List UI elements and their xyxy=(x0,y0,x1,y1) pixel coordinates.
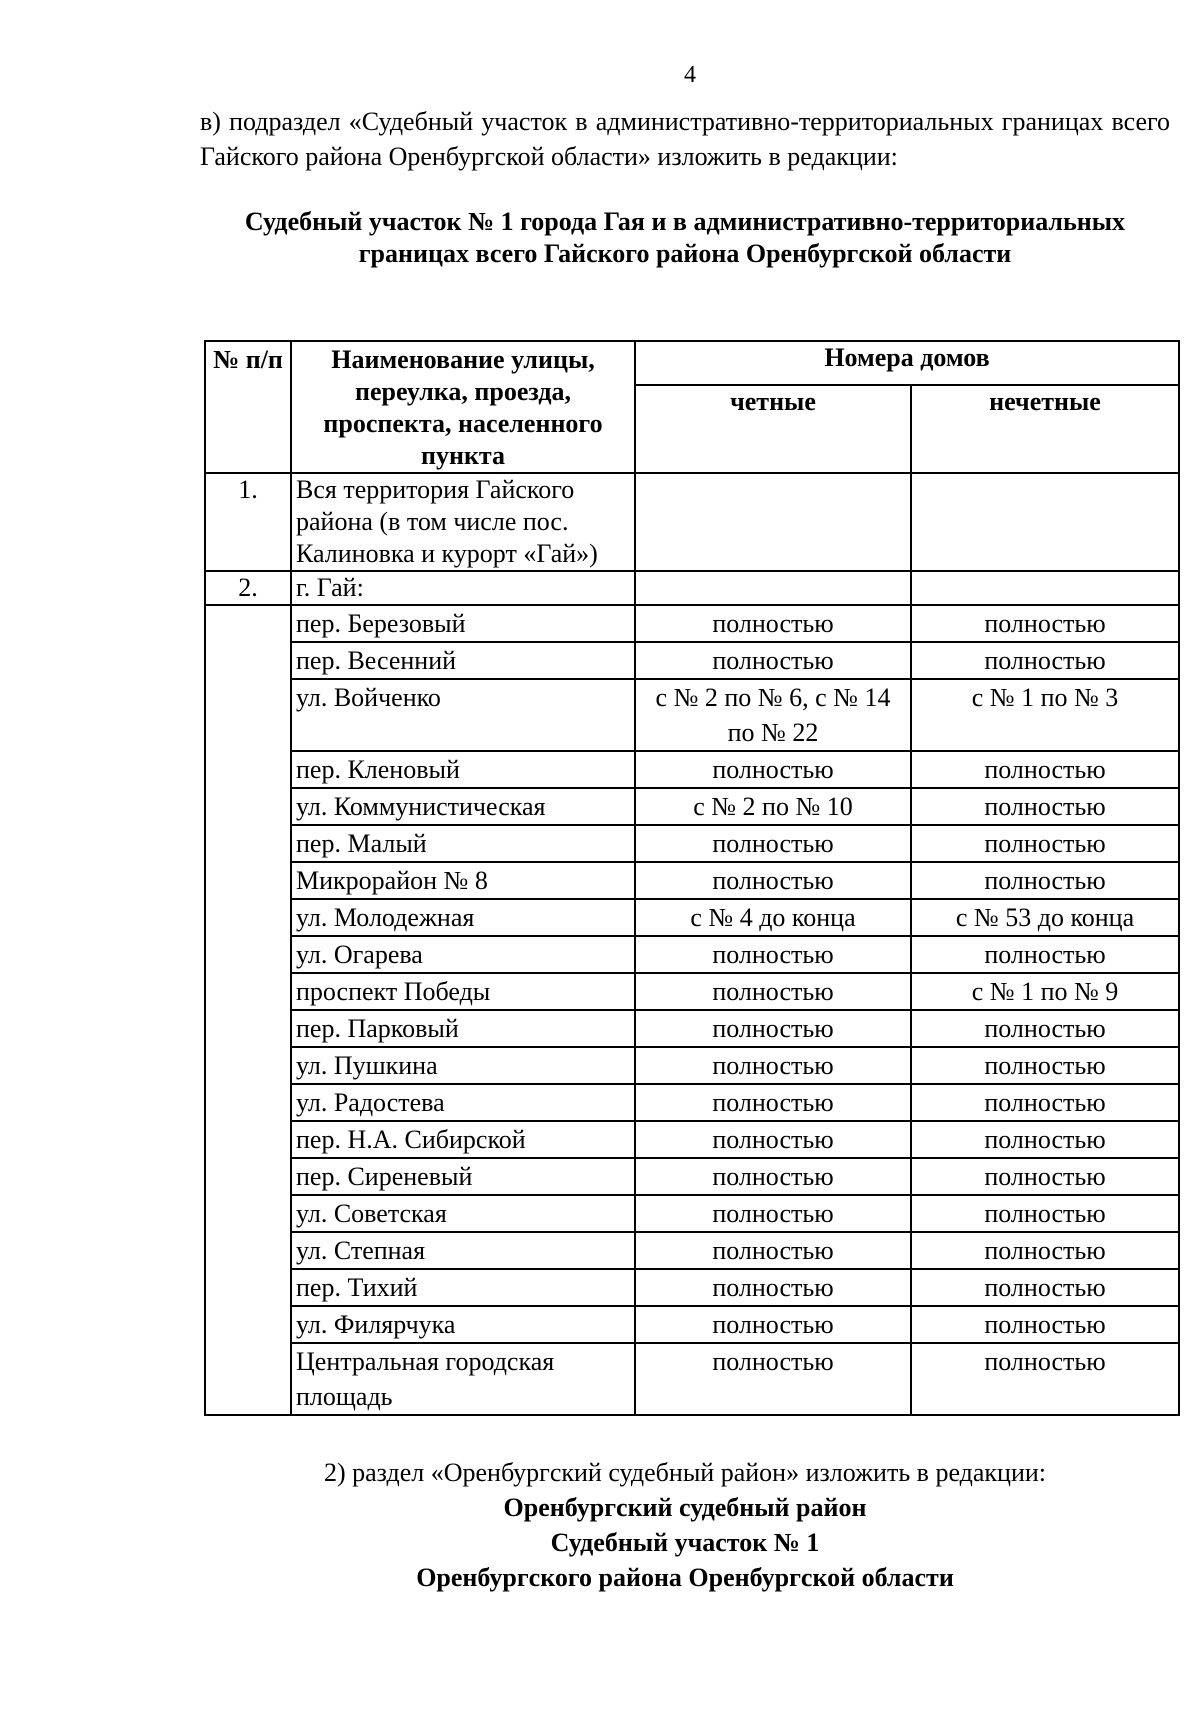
row-odd: с № 1 по № 3 xyxy=(911,679,1179,751)
table-row xyxy=(205,679,1179,751)
row-name: ул. Советская xyxy=(291,1195,635,1232)
row-even: полностью xyxy=(635,1306,911,1343)
row-odd xyxy=(911,473,1179,571)
row-even: полностью xyxy=(635,973,911,1010)
row-num xyxy=(205,1084,291,1121)
row-odd: полностью xyxy=(911,1010,1179,1047)
row-num xyxy=(205,862,291,899)
row-num xyxy=(205,1232,291,1269)
row-name: Вся территория Гайского района (в том числе пос. Калиновка и курорт «Гай») xyxy=(291,473,635,571)
row-even: полностью xyxy=(635,642,911,679)
row-even: полностью xyxy=(635,1158,911,1195)
row-even: с № 2 по № 10 xyxy=(635,788,911,825)
row-even: полностью xyxy=(635,1047,911,1084)
row-num xyxy=(205,751,291,788)
table-row xyxy=(205,1306,1179,1343)
table-row xyxy=(205,1232,1179,1269)
row-even: с № 4 до конца xyxy=(635,899,911,936)
intro-paragraph: в) подраздел «Судебный участок в административно-территориальных границах всего Гайского района Оренбургской области» изложить в редакции: xyxy=(200,107,1170,171)
row-even: полностью xyxy=(635,1010,911,1047)
row-num xyxy=(205,1269,291,1306)
row-num xyxy=(205,899,291,936)
row-name: пер. Парковый xyxy=(291,1010,635,1047)
row-odd: полностью xyxy=(911,605,1179,642)
row-name: г. Гай: xyxy=(291,571,635,605)
row-num xyxy=(205,1047,291,1084)
row-name: пер. Тихий xyxy=(291,1269,635,1306)
row-name: Микрорайон № 8 xyxy=(291,862,635,899)
header-odd: нечетные xyxy=(911,385,1179,473)
row-even: полностью xyxy=(635,862,911,899)
row-even: полностью xyxy=(635,1121,911,1158)
row-odd: полностью xyxy=(911,862,1179,899)
row-num xyxy=(205,973,291,1010)
outro-heading: Оренбургского района Оренбургской области xyxy=(416,1563,954,1592)
row-num xyxy=(205,1010,291,1047)
header-num: № п/п xyxy=(205,341,291,473)
row-even: полностью xyxy=(635,1232,911,1269)
header-even: четные xyxy=(635,385,911,473)
table-row xyxy=(205,1047,1179,1084)
row-even: полностью xyxy=(635,751,911,788)
row-odd: полностью xyxy=(911,1269,1179,1306)
row-odd: полностью xyxy=(911,1195,1179,1232)
row-even: полностью xyxy=(635,936,911,973)
row-even: полностью xyxy=(635,1269,911,1306)
row-num xyxy=(205,936,291,973)
row-num: 2. xyxy=(205,571,291,605)
table-row xyxy=(205,862,1179,899)
row-num xyxy=(205,642,291,679)
row-odd: полностью xyxy=(911,936,1179,973)
row-name: пер. Весенний xyxy=(291,642,635,679)
row-odd: полностью xyxy=(911,1232,1179,1269)
table-row xyxy=(205,973,1179,1010)
table-row xyxy=(205,1343,1179,1415)
table-row xyxy=(205,1010,1179,1047)
row-num xyxy=(205,605,291,642)
row-odd: с № 1 по № 9 xyxy=(911,973,1179,1010)
table-row xyxy=(205,605,1179,642)
outro-line: 2) раздел «Оренбургский судебный район» изложить в редакции: xyxy=(323,1458,1047,1487)
outro-heading: Судебный участок № 1 xyxy=(550,1528,820,1557)
row-odd: полностью xyxy=(911,642,1179,679)
page-number: 4 xyxy=(684,62,696,88)
row-name: Центральная городская площадь xyxy=(291,1343,635,1415)
row-even: полностью xyxy=(635,1343,911,1415)
header-houses: Номера домов xyxy=(635,341,1179,385)
section-title: Судебный участок № 1 города Гая и в административно-территориальных границах всего Гайского района Оренбургской области xyxy=(244,207,1126,268)
row-name: пер. Малый xyxy=(291,825,635,862)
row-name: ул. Степная xyxy=(291,1232,635,1269)
table-row xyxy=(205,936,1179,973)
row-name: пер. Сиреневый xyxy=(291,1158,635,1195)
row-num xyxy=(205,679,291,751)
row-odd: полностью xyxy=(911,1084,1179,1121)
row-num xyxy=(205,1306,291,1343)
row-even: полностью xyxy=(635,825,911,862)
table-row xyxy=(205,788,1179,825)
row-name: ул. Пушкина xyxy=(291,1047,635,1084)
row-num xyxy=(205,788,291,825)
outro xyxy=(200,1455,1170,1595)
row-odd: полностью xyxy=(911,788,1179,825)
row-even: полностью xyxy=(635,1084,911,1121)
row-odd: с № 53 до конца xyxy=(911,899,1179,936)
table-row xyxy=(205,1195,1179,1232)
table-row xyxy=(205,825,1179,862)
row-num xyxy=(205,1195,291,1232)
row-odd: полностью xyxy=(911,1121,1179,1158)
table-row xyxy=(205,473,1179,571)
row-num xyxy=(205,1121,291,1158)
row-even xyxy=(635,571,911,605)
header-name: Наименование улицы, переулка, проезда, проспекта, населенного пункта xyxy=(291,341,635,473)
row-num xyxy=(205,825,291,862)
row-odd: полностью xyxy=(911,1343,1179,1415)
table-row xyxy=(205,571,1179,605)
table-row xyxy=(205,1158,1179,1195)
row-name: ул. Филярчука xyxy=(291,1306,635,1343)
table-row xyxy=(205,642,1179,679)
table-row xyxy=(205,751,1179,788)
row-name: пер. Кленовый xyxy=(291,751,635,788)
row-name: пер. Н.А. Сибирской xyxy=(291,1121,635,1158)
row-num xyxy=(205,1158,291,1195)
row-odd: полностью xyxy=(911,1306,1179,1343)
row-name: пер. Березовый xyxy=(291,605,635,642)
row-odd xyxy=(911,571,1179,605)
row-name: ул. Коммунистическая xyxy=(291,788,635,825)
row-even: полностью xyxy=(635,1195,911,1232)
row-name: ул. Молодежная xyxy=(291,899,635,936)
table-row xyxy=(205,1269,1179,1306)
table-row xyxy=(205,899,1179,936)
row-odd: полностью xyxy=(911,1047,1179,1084)
row-name: ул. Огарева xyxy=(291,936,635,973)
row-name: ул. Радостева xyxy=(291,1084,635,1121)
row-odd: полностью xyxy=(911,1158,1179,1195)
table-row xyxy=(205,1121,1179,1158)
row-odd: полностью xyxy=(911,751,1179,788)
row-even xyxy=(635,473,911,571)
table-row xyxy=(205,1084,1179,1121)
row-num: 1. xyxy=(205,473,291,571)
row-odd: полностью xyxy=(911,825,1179,862)
row-even: полностью xyxy=(635,605,911,642)
row-num xyxy=(205,1343,291,1415)
row-name: проспект Победы xyxy=(291,973,635,1010)
outro-heading: Оренбургский судебный район xyxy=(503,1493,867,1522)
row-even: с № 2 по № 6, с № 14 по № 22 xyxy=(635,679,911,751)
row-name: ул. Войченко xyxy=(291,679,635,751)
streets-table xyxy=(204,340,1180,1416)
